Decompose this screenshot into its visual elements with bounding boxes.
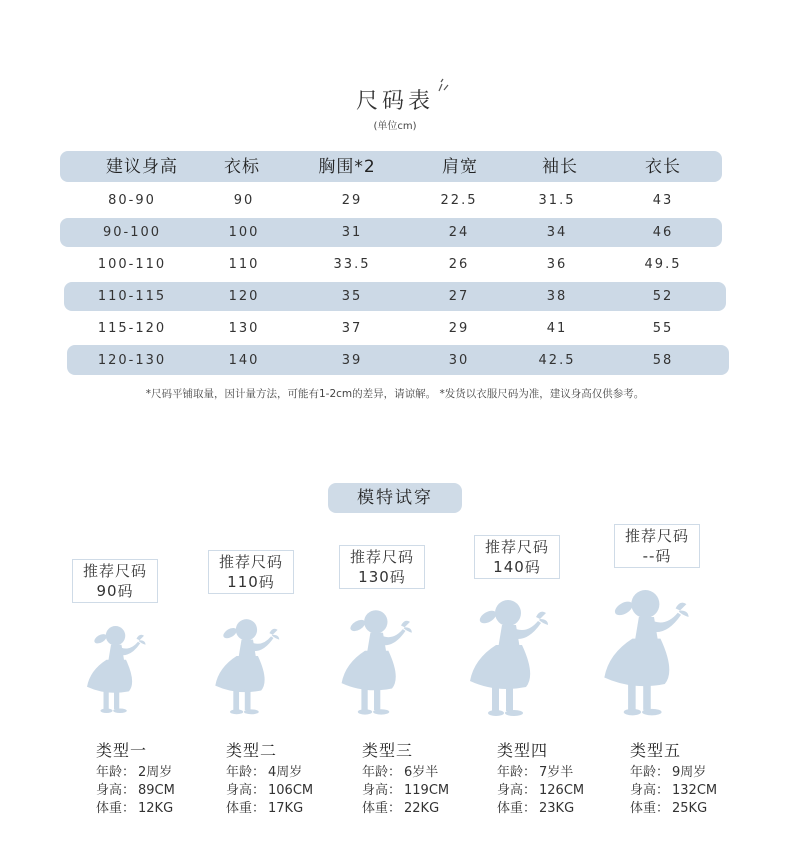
age-value: 7岁半 (539, 765, 574, 780)
recommended-size-box (72, 559, 158, 603)
height-label: 身高： (96, 783, 136, 798)
cell-chest: 35 (341, 289, 363, 304)
weight-value: 25KG (672, 801, 708, 816)
weight-value: 23KG (539, 801, 575, 816)
cell-tag: 110 (228, 257, 260, 272)
table-row (60, 217, 730, 249)
cell-tag: 130 (228, 321, 260, 336)
cell-height: 80-90 (108, 193, 156, 208)
model-type: 类型一 (96, 741, 148, 760)
cell-shoulder: 24 (448, 225, 470, 240)
cell-sleeve: 41 (546, 321, 568, 336)
height-value: 89CM (138, 783, 175, 798)
height-label: 身高： (226, 783, 266, 798)
cell-chest: 29 (341, 193, 363, 208)
recommended-size-box (208, 550, 294, 594)
weight-label: 体重： (630, 801, 670, 816)
cell-tag: 100 (228, 225, 260, 240)
model-type: 类型二 (226, 741, 278, 760)
height-value: 126CM (539, 783, 585, 798)
height-value: 119CM (404, 783, 450, 798)
rec-size: 90码 (96, 582, 134, 600)
header-height: 建议身高 (106, 157, 178, 177)
cell-shoulder: 26 (448, 257, 470, 272)
table-row (60, 345, 730, 377)
rec-size: 140码 (493, 558, 541, 576)
cell-sleeve: 34 (546, 225, 568, 240)
age-value: 6岁半 (404, 765, 439, 780)
height-label: 身高： (630, 783, 670, 798)
table-row (60, 313, 730, 345)
cell-length: 52 (652, 289, 674, 304)
cell-height: 90-100 (102, 225, 162, 240)
rec-label: 推荐尺码 (624, 527, 689, 545)
weight-label: 体重： (362, 801, 402, 816)
cell-sleeve: 36 (546, 257, 568, 272)
age-value: 9周岁 (672, 765, 707, 780)
girl-silhouette-icon (84, 616, 159, 729)
height-value: 132CM (672, 783, 718, 798)
age-label: 年龄： (630, 765, 670, 780)
weight-label: 体重： (226, 801, 266, 816)
cell-chest: 33.5 (333, 257, 371, 272)
model-type: 类型三 (362, 741, 414, 760)
girl-silhouette-icon (338, 602, 428, 730)
cell-tag: 90 (233, 193, 255, 208)
table-row (60, 281, 730, 313)
age-value: 4周岁 (268, 765, 303, 780)
table-header-row (60, 151, 730, 183)
rec-label: 推荐尺码 (484, 538, 549, 556)
cell-chest: 39 (341, 353, 363, 368)
recommended-size-box (614, 524, 700, 568)
rec-label: 推荐尺码 (82, 562, 147, 580)
cell-height: 115-120 (97, 321, 167, 336)
rec-size: --码 (642, 547, 672, 565)
weight-label: 体重： (96, 801, 136, 816)
height-label: 身高： (362, 783, 402, 798)
height-label: 身高： (497, 783, 537, 798)
girl-silhouette-icon (600, 584, 708, 730)
header-tag: 衣标 (224, 157, 260, 177)
age-label: 年龄： (362, 765, 402, 780)
header-shoulder: 肩宽 (442, 157, 478, 177)
header-sleeve: 袖长 (542, 157, 578, 177)
cell-shoulder: 29 (448, 321, 470, 336)
cell-height: 110-115 (97, 289, 167, 304)
page-title (0, 84, 790, 115)
cell-tag: 140 (228, 353, 260, 368)
cell-shoulder: 27 (448, 289, 470, 304)
cell-sleeve: 38 (546, 289, 568, 304)
header-length: 衣长 (645, 157, 681, 177)
recommended-size-box (339, 545, 425, 589)
age-label: 年龄： (96, 765, 136, 780)
rec-label: 推荐尺码 (218, 553, 283, 571)
model-section-title: 模特试穿 (328, 483, 462, 513)
model-info (226, 764, 313, 818)
height-value: 106CM (268, 783, 314, 798)
cell-height: 120-130 (97, 353, 167, 368)
weight-value: 12KG (138, 801, 174, 816)
table-row (60, 185, 730, 217)
weight-label: 体重： (497, 801, 537, 816)
title-text: 尺码表 (355, 89, 434, 114)
sparkle-icon (436, 78, 450, 92)
model-type: 类型五 (630, 741, 682, 760)
cell-sleeve: 42.5 (538, 353, 576, 368)
cell-length: 43 (652, 193, 674, 208)
measurement-note: *尺码平铺取量，因计量方法，可能有1-2cm的差异，请谅解。 *发货以衣服尺码为准，建议身高仅供参考。 (145, 388, 645, 400)
cell-sleeve: 31.5 (538, 193, 576, 208)
model-info (362, 764, 449, 818)
girl-silhouette-icon (212, 610, 294, 730)
cell-chest: 31 (341, 225, 363, 240)
cell-length: 46 (652, 225, 674, 240)
cell-tag: 120 (228, 289, 260, 304)
rec-label: 推荐尺码 (349, 548, 414, 566)
model-type: 类型四 (497, 741, 549, 760)
rec-size: 130码 (358, 568, 406, 586)
cell-length: 58 (652, 353, 674, 368)
header-chest: 胸围*2 (318, 157, 376, 177)
cell-length: 49.5 (644, 257, 682, 272)
unit-label: (单位cm) (373, 121, 417, 132)
age-label: 年龄： (497, 765, 537, 780)
rec-size: 110码 (227, 573, 275, 591)
model-info (497, 764, 584, 818)
model-info (630, 764, 717, 818)
table-row (60, 249, 730, 281)
age-value: 2周岁 (138, 765, 173, 780)
cell-length: 55 (652, 321, 674, 336)
cell-shoulder: 22.5 (440, 193, 478, 208)
cell-height: 100-110 (97, 257, 167, 272)
age-label: 年龄： (226, 765, 266, 780)
cell-chest: 37 (341, 321, 363, 336)
cell-shoulder: 30 (448, 353, 470, 368)
weight-value: 17KG (268, 801, 304, 816)
recommended-size-box (474, 535, 560, 579)
weight-value: 22KG (404, 801, 440, 816)
girl-silhouette-icon (466, 594, 566, 730)
model-info (96, 764, 175, 818)
